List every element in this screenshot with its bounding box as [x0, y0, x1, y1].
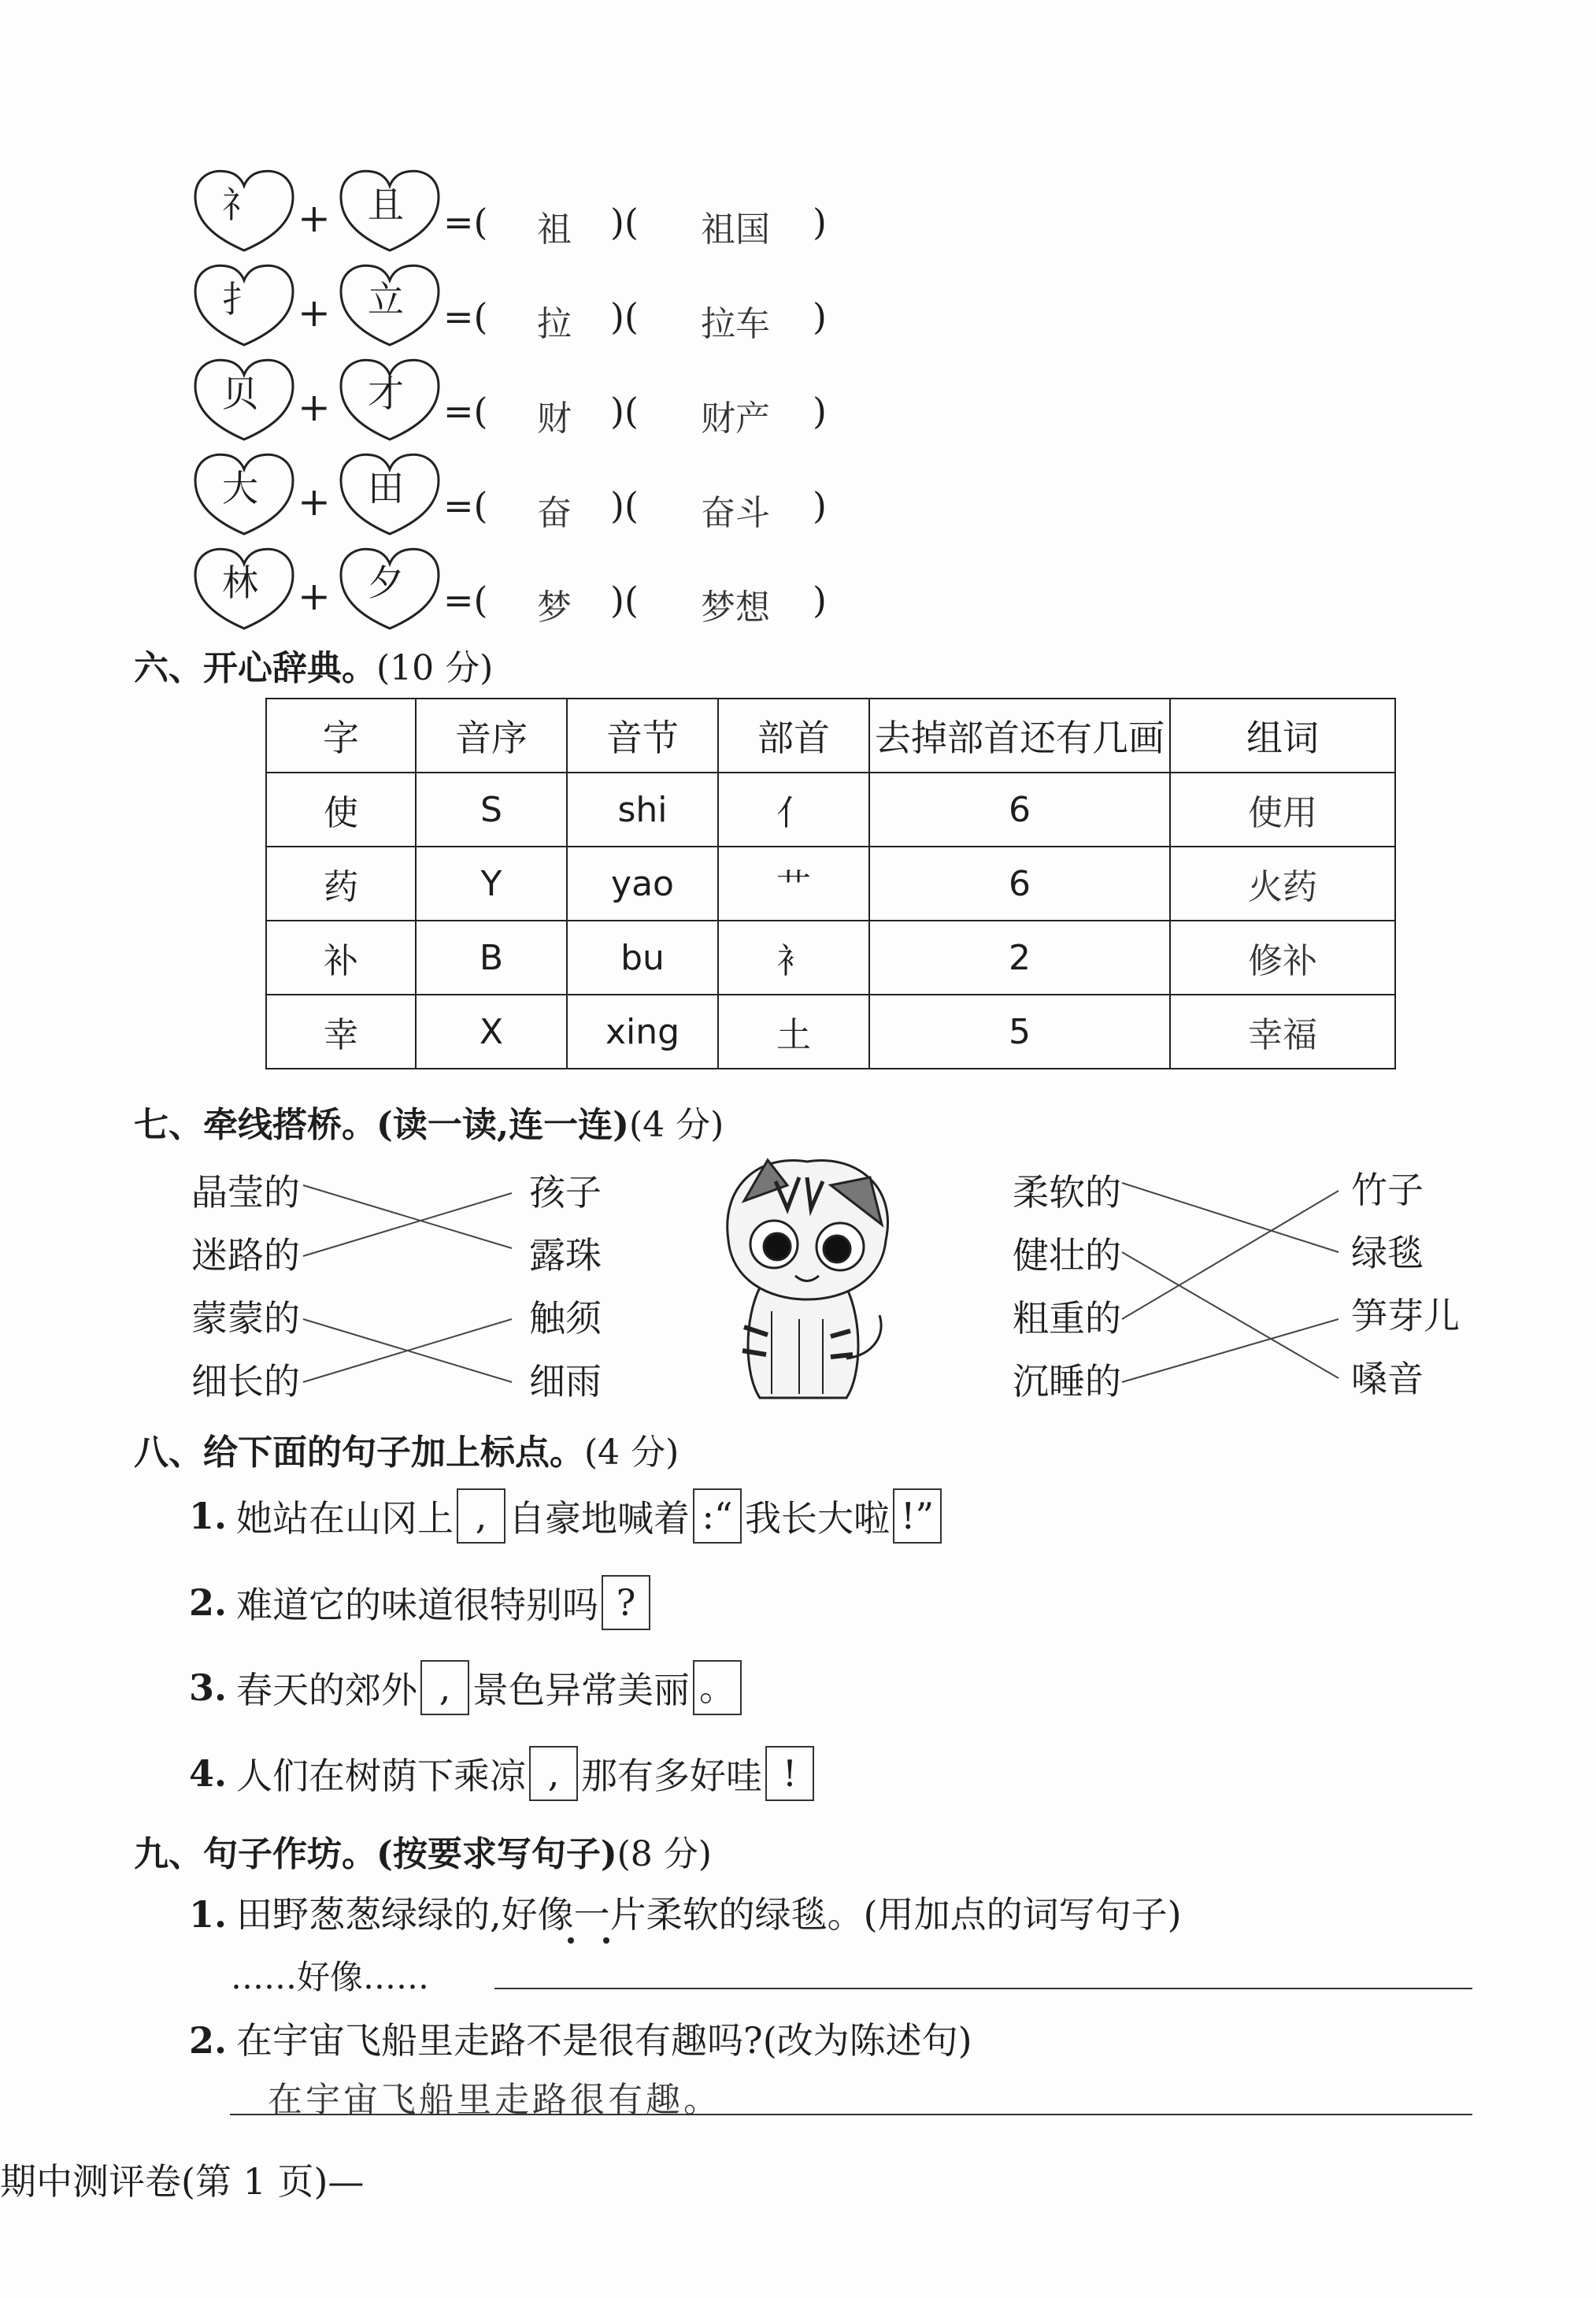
table-cell: bu — [567, 921, 718, 995]
answer-word: 祖国 — [701, 209, 770, 250]
question-1-prompt: ……好像…… — [231, 1958, 430, 1996]
table-cell: 土 — [718, 995, 869, 1069]
table-cell: 6 — [869, 847, 1170, 921]
emphasis-dots — [567, 1933, 578, 1941]
answer-char: 奋 — [537, 493, 572, 533]
table-cell: shi — [567, 773, 718, 847]
table-header-cell: 音序 — [416, 699, 567, 773]
item-number: 2. — [189, 1581, 228, 1624]
table-header-cell: 部首 — [718, 699, 869, 773]
paren-close: ) — [813, 579, 827, 621]
table-cell: 5 — [869, 995, 1170, 1069]
answer-word: 奋斗 — [701, 493, 770, 533]
match-line — [1122, 1252, 1339, 1378]
punctuation-item — [189, 1746, 817, 1801]
match-line — [303, 1193, 512, 1256]
match-left-noun[interactable]: 孩子 — [529, 1171, 602, 1214]
match-left-noun[interactable]: 触须 — [529, 1297, 602, 1340]
paren-mid: )( — [610, 579, 639, 621]
table-header-cell: 去掉部首还有几画 — [869, 699, 1170, 773]
match-line — [1122, 1183, 1339, 1252]
table-cell: Y — [416, 847, 567, 921]
punctuation-box[interactable]: 。 — [693, 1660, 742, 1715]
table-cell: B — [416, 921, 567, 995]
equals-open: =( — [443, 390, 488, 432]
paren-close: ) — [813, 390, 827, 432]
heart-right-char: 且 — [368, 183, 404, 226]
section-7-score: (4 分) — [628, 1105, 724, 1145]
sentence-text: 那有多好哇 — [581, 1755, 763, 1797]
punctuation-box[interactable]: ? — [602, 1575, 650, 1630]
section-8-title-text: 八、给下面的句子加上标点。 — [134, 1433, 584, 1473]
emphasis-dots-icon — [567, 1936, 622, 1945]
punctuation-item — [189, 1660, 745, 1715]
match-left-adj[interactable]: 晶莹的 — [191, 1171, 300, 1214]
equals-open: =( — [443, 201, 488, 243]
sentence-text: 人们在树荫下乘凉 — [236, 1755, 527, 1797]
match-line — [1122, 1319, 1339, 1382]
table-cell: X — [416, 995, 567, 1069]
heart-left-char: 大 — [222, 467, 258, 510]
heart-right-char: 立 — [368, 278, 404, 321]
table-cell: xing — [567, 995, 718, 1069]
table-cell: 2 — [869, 921, 1170, 995]
table-header-cell: 字 — [266, 699, 416, 773]
table-cell: S — [416, 773, 567, 847]
match-right-noun[interactable]: 嗓音 — [1351, 1358, 1424, 1400]
table-cell: 火药 — [1170, 847, 1395, 921]
section-9-title — [134, 1825, 712, 1876]
table-cell: 使用 — [1170, 773, 1395, 847]
plus-sign: + — [298, 195, 331, 241]
paren-mid: )( — [610, 390, 639, 432]
punctuation-box[interactable]: ! — [765, 1746, 814, 1801]
match-right-noun[interactable]: 绿毯 — [1351, 1232, 1424, 1274]
question-2 — [189, 2012, 972, 2064]
punctuation-box[interactable]: , — [457, 1488, 505, 1544]
table-cell: 亻 — [718, 773, 869, 847]
question-text: 田野葱葱绿绿的,好像一片柔软的绿毯。(用加点的词写句子) — [236, 1893, 1182, 1936]
table-cell: 幸福 — [1170, 995, 1395, 1069]
table-header-cell: 组词 — [1170, 699, 1395, 773]
section-9-title-text: 九、句子作坊。(按要求写句子) — [134, 1834, 617, 1874]
match-right-noun[interactable]: 竹子 — [1351, 1169, 1424, 1211]
paren-mid: )( — [610, 201, 639, 243]
heart-left-char: 林 — [222, 562, 258, 604]
match-left-adj[interactable]: 细长的 — [191, 1360, 300, 1403]
table-cell: yao — [567, 847, 718, 921]
table-cell: 幸 — [266, 995, 416, 1069]
answer-word: 梦想 — [701, 587, 770, 628]
cat-illustration — [713, 1154, 902, 1406]
section-8-score: (4 分) — [584, 1433, 680, 1473]
section-6-score: (10 分) — [376, 648, 494, 688]
question-text: 在宇宙飞船里走路不是很有趣吗?(改为陈述句) — [236, 2019, 972, 2062]
punctuation-box[interactable]: :“ — [693, 1488, 742, 1544]
equals-open: =( — [443, 484, 488, 527]
table-cell: 使 — [266, 773, 416, 847]
punctuation-box[interactable]: !” — [893, 1488, 942, 1544]
paren-mid: )( — [610, 484, 639, 527]
heart-right-char: 田 — [368, 467, 404, 510]
sentence-text: 自豪地喊着 — [509, 1497, 691, 1540]
item-number: 1. — [189, 1495, 228, 1537]
punctuation-item — [189, 1488, 945, 1544]
plus-sign: + — [298, 573, 331, 619]
match-right-adj[interactable]: 健壮的 — [1013, 1234, 1121, 1277]
match-right-adj[interactable]: 沉睡的 — [1013, 1360, 1121, 1403]
match-left-noun[interactable]: 露珠 — [529, 1234, 602, 1277]
table-cell: 修补 — [1170, 921, 1395, 995]
sentence-text: 她站在山冈上 — [236, 1497, 454, 1540]
match-left-adj[interactable]: 迷路的 — [191, 1234, 300, 1277]
punctuation-box[interactable]: , — [529, 1746, 578, 1801]
table-cell: 衤 — [718, 921, 869, 995]
answer-char: 财 — [537, 398, 572, 439]
paren-close: ) — [813, 484, 827, 527]
equals-open: =( — [443, 579, 488, 621]
page-footer: 期中测评卷(第 1 页)— — [0, 2160, 365, 2203]
paren-close: ) — [813, 295, 827, 338]
section-6-title-text: 六、开心辞典。 — [134, 648, 376, 688]
answer-word: 财产 — [701, 398, 770, 439]
paren-close: ) — [813, 201, 827, 243]
table-cell: 艹 — [718, 847, 869, 921]
heart-right-char: 夕 — [368, 562, 404, 604]
section-9-score: (8 分) — [617, 1834, 712, 1874]
plus-sign: + — [298, 384, 331, 430]
heart-left-char: 扌 — [222, 278, 258, 321]
match-right-noun[interactable]: 笋芽儿 — [1351, 1295, 1460, 1337]
item-number: 3. — [189, 1666, 228, 1709]
match-right-adj[interactable]: 柔软的 — [1013, 1171, 1121, 1214]
sentence-text: 景色异常美丽 — [472, 1669, 691, 1711]
equals-open: =( — [443, 295, 488, 338]
match-right-adj[interactable]: 粗重的 — [1013, 1297, 1121, 1340]
question-number: 1. — [189, 1893, 228, 1936]
answer-char: 拉 — [537, 304, 572, 344]
section-8-title — [134, 1424, 679, 1474]
plus-sign: + — [298, 290, 331, 335]
punctuation-item — [189, 1575, 654, 1630]
match-line — [303, 1185, 512, 1248]
answer-char: 梦 — [537, 587, 572, 628]
answer-line-2[interactable] — [230, 2114, 1472, 2115]
table-cell: 药 — [266, 847, 416, 921]
paren-mid: )( — [610, 295, 639, 338]
heart-right-char: 才 — [368, 372, 404, 415]
table-cell: 补 — [266, 921, 416, 995]
item-number: 4. — [189, 1752, 228, 1795]
table-cell: 6 — [869, 773, 1170, 847]
sentence-text: 春天的郊外 — [236, 1669, 418, 1711]
answer-char: 祖 — [537, 209, 572, 250]
answer-word: 拉车 — [701, 304, 770, 344]
sentence-text: 难道它的味道很特别吗 — [236, 1584, 599, 1626]
question-1 — [189, 1886, 1182, 1938]
sentence-text: 我长大啦 — [745, 1497, 891, 1540]
punctuation-box[interactable]: , — [420, 1660, 469, 1715]
match-left-noun[interactable]: 细雨 — [529, 1360, 602, 1403]
answer-2-text[interactable]: 在宇宙飞船里走路很有趣。 — [268, 2080, 721, 2120]
plus-sign: + — [298, 479, 331, 524]
match-line — [1122, 1191, 1339, 1319]
question-number: 2. — [189, 2019, 228, 2062]
heart-left-char: 贝 — [222, 372, 258, 415]
table-header-cell: 音节 — [567, 699, 718, 773]
section-7-title-text: 七、牵线搭桥。(读一读,连一连) — [134, 1105, 629, 1145]
heart-left-char: 礻 — [222, 183, 258, 226]
match-left-adj[interactable]: 蒙蒙的 — [191, 1297, 300, 1340]
answer-line-1[interactable] — [494, 1988, 1472, 1989]
